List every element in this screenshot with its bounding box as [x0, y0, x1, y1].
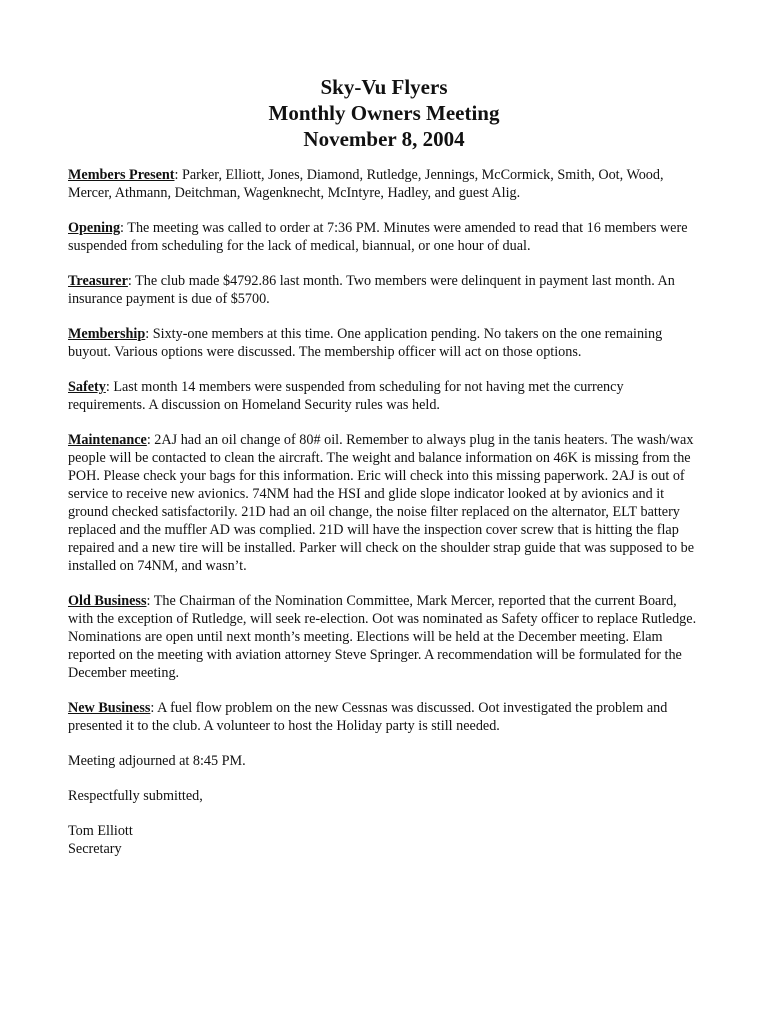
- section-safety: [68, 378, 700, 414]
- section-text: : Last month 14 members were suspended from scheduling for not having met the currency requirements. A discussion on Homeland Security rules was held.: [68, 379, 624, 413]
- section-heading: New Business: [68, 700, 151, 716]
- section-membership: [68, 325, 700, 361]
- section-text: : The meeting was called to order at 7:36 PM. Minutes were amended to read that 16 members were suspended from scheduling for the lack of medical, biannual, or one hour of dual.: [68, 220, 688, 254]
- document-title: [68, 74, 700, 152]
- signature-name: Tom Elliott: [68, 823, 133, 839]
- section-heading: Members Present: [68, 167, 175, 183]
- section-maintenance: [68, 431, 700, 575]
- section-heading: Opening: [68, 220, 121, 236]
- section-heading: Membership: [68, 326, 146, 342]
- section-text: : A fuel flow problem on the new Cessnas was discussed. Oot investigated the problem and presented it to the club. A volunteer to host the Holiday party is still needed.: [68, 700, 668, 734]
- adjournment-note: Meeting adjourned at 8:45 PM.: [68, 753, 246, 769]
- section-text: : Parker, Elliott, Jones, Diamond, Rutledge, Jennings, McCormick, Smith, Oot, Wood, Mercer, Athmann, Deitchman, Wagenknecht, McIntyre, Hadley, and guest Alig.: [68, 167, 664, 201]
- signature-block: [68, 822, 700, 858]
- section-heading: Safety: [68, 379, 106, 395]
- section-heading: Maintenance: [68, 432, 147, 448]
- section-heading: Old Business: [68, 593, 147, 609]
- section-opening: [68, 219, 700, 255]
- section-text: : The club made $4792.86 last month. Two members were delinquent in payment last month. An insurance payment is due of $5700.: [68, 273, 675, 307]
- club-name: Sky-Vu Flyers: [320, 75, 448, 99]
- section-text: : 2AJ had an oil change of 80# oil. Remember to always plug in the tanis heaters. The wash/wax people will be contacted to clean the aircraft. The weight and balance information on 46K is missing from the POH. Please check your bags for this information. Eric will check into this missing paperwork. 2AJ is out of service to receive new avionics. 74NM had the HSI and glide slope indicator looked at by avionics and it ground checked satisfactorily. 21D had an oil change, the noise filter replaced on the alternator, ELT battery replaced and the muffler AD was complied. 21D will have the inspection cover screw that is hitting the flap repaired and a new tire will be installed. Parker will check on the shoulder strap guide that was supposed to be installed on 74NM, and wasn’t.: [68, 432, 695, 574]
- meeting-name: Monthly Owners Meeting: [268, 101, 500, 125]
- signature-title: Secretary: [68, 841, 122, 857]
- section-text: : Sixty-one members at this time. One application pending. No takers on the one remaining buyout. Various options were discussed. The membership officer will act on those options.: [68, 326, 663, 360]
- section-old-business: [68, 592, 700, 682]
- section-text: : The Chairman of the Nomination Committee, Mark Mercer, reported that the current Board, with the exception of Rutledge, will seek re-election. Oot was nominated as Safety officer to replace Rutledge. Nominations are open until next month’s meeting. Elections will be held at the December meeting. Elam reported on the meeting with aviation attorney Steve Springer. A recommendation will be formulated for the December meeting.: [68, 593, 697, 681]
- section-heading: Treasurer: [68, 273, 128, 289]
- section-treasurer: [68, 272, 700, 308]
- section-members-present: [68, 166, 700, 202]
- meeting-date: November 8, 2004: [303, 127, 465, 151]
- closing-line: Respectfully submitted,: [68, 788, 203, 804]
- section-new-business: [68, 699, 700, 735]
